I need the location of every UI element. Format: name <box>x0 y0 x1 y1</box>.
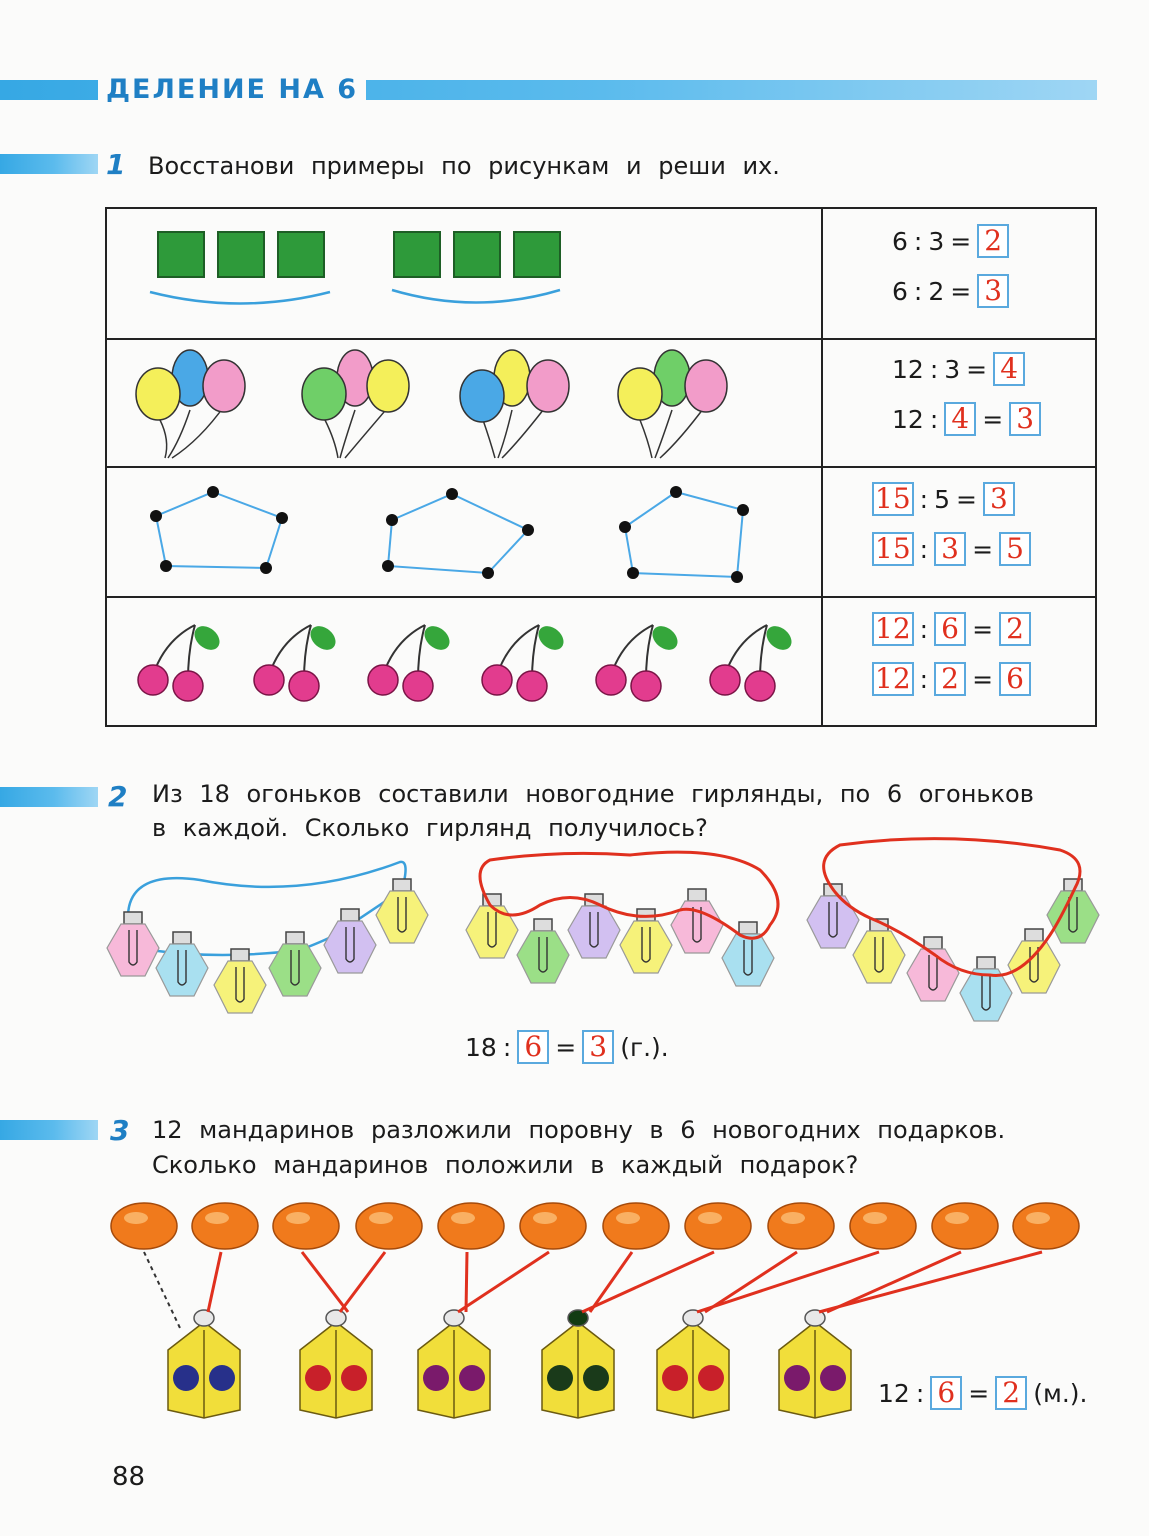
task1-text: Восстанови примеры по рисункам и реши их. <box>148 152 780 180</box>
answer-box: 2 <box>999 612 1031 646</box>
answer-box: 12 <box>872 662 914 696</box>
answer-box: 6 <box>999 662 1031 696</box>
task2-line2: в каждой. Сколько гирлянд получилось? <box>152 814 708 842</box>
unit-label: (м.). <box>1033 1378 1088 1408</box>
equation-part: 12 <box>892 354 924 384</box>
equation-part: : <box>913 276 923 306</box>
answer-box: 15 <box>872 482 914 516</box>
equation-part: = <box>972 614 994 644</box>
answer-box: 5 <box>999 532 1031 566</box>
equation-part: 3 <box>928 226 945 256</box>
equation-part: = <box>982 404 1004 434</box>
answer-box: 6 <box>517 1030 549 1064</box>
equation-part: : <box>919 614 929 644</box>
task3-equation <box>878 1376 1087 1410</box>
equation-part: = <box>955 484 977 514</box>
page-title: ДЕЛЕНИЕ НА 6 <box>98 74 366 105</box>
answer-box: 4 <box>993 352 1025 386</box>
equation-part: = <box>968 1378 990 1408</box>
equation-part: 6 <box>892 276 908 306</box>
answer-box: 12 <box>872 612 914 646</box>
equation-part: = <box>555 1032 577 1062</box>
task3-line1: 12 мандаринов разложили поровну в 6 новогодних подарков. <box>152 1116 1006 1144</box>
equation-part: = <box>972 534 994 564</box>
equation-part: 18 <box>465 1032 497 1062</box>
answer-box: 15 <box>872 532 914 566</box>
equation-part: = <box>950 276 972 306</box>
unit-label: (г.). <box>620 1032 669 1062</box>
task3-number: 3 <box>110 1114 130 1147</box>
equation-part: : <box>502 1032 512 1062</box>
equation-part: 3 <box>944 354 961 384</box>
equation-part: 2 <box>928 276 945 306</box>
answer-box: 3 <box>983 482 1015 516</box>
equation-part: : <box>919 534 929 564</box>
answer-box: 3 <box>582 1030 614 1064</box>
page-number: 88 <box>112 1462 146 1492</box>
equation-part: = <box>972 664 994 694</box>
equation-part: : <box>929 354 939 384</box>
equation-part: : <box>919 664 929 694</box>
equation-part: : <box>929 404 939 434</box>
equation-part: : <box>913 226 923 256</box>
answer-box: 3 <box>1009 402 1041 436</box>
task2-number: 2 <box>108 780 128 813</box>
answer-box: 2 <box>934 662 966 696</box>
task3-line2: Сколько мандаринов положили в каждый подарок? <box>152 1151 859 1179</box>
equation-part: 6 <box>892 226 908 256</box>
answer-box: 2 <box>995 1376 1027 1410</box>
task2-line1: Из 18 огоньков составили новогодние гирлянды, по 6 огоньков <box>152 780 1034 808</box>
answer-box: 3 <box>977 274 1009 308</box>
equation-part: : <box>919 484 929 514</box>
answer-box: 2 <box>977 224 1009 258</box>
equation-part: 12 <box>878 1378 910 1408</box>
equation-part: = <box>966 354 988 384</box>
equation-part: 12 <box>892 404 924 434</box>
equation-part: 5 <box>934 484 950 514</box>
answer-box: 6 <box>934 612 966 646</box>
answer-box: 4 <box>944 402 976 436</box>
equation-part: : <box>915 1378 925 1408</box>
equation-part: = <box>950 226 972 256</box>
answer-box: 6 <box>930 1376 962 1410</box>
answer-box: 3 <box>934 532 966 566</box>
task1-number: 1 <box>106 148 126 181</box>
